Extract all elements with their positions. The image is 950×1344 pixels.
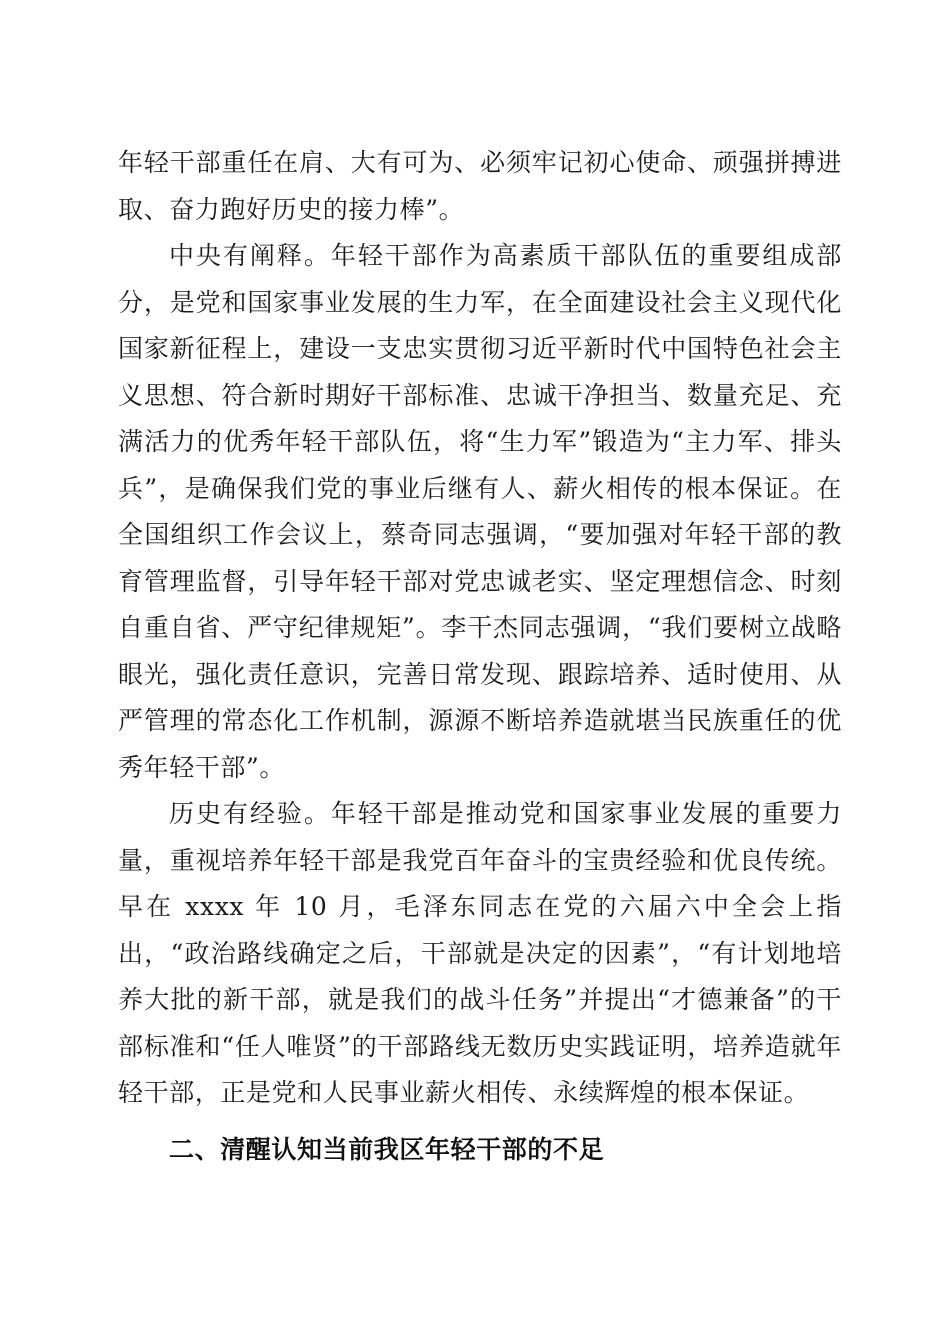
section-heading: 二、清醒认知当前我区年轻干部的不足: [169, 1134, 605, 1164]
paragraph-central-explanation: 中央有阐释。年轻干部作为高素质干部队伍的重要组成部分，是党和国家事业发展的生力军，在全面建设社会主义现代化国家新征程上，建设一支忠实贯彻习近平新时代中国特色社会主义思想、符合新时期好干部标准、忠诚干净担当、数量充足、充满活力的优秀年轻干部队伍，将“生力军”锻造为“主力军、排头兵”，是确保我们党的事业后继有人、薪火相传的根本保证。在全国组织工作会议上，蔡奇同志强调，“要加强对年轻干部的教育管理监督，引导年轻干部对党忠诚老实、坚定理想信念、时刻自重自省、严守纪律规矩”。李干杰同志强调，“我们要树立战略眼光，强化责任意识，完善日常发现、跟踪培养、适时使用、从严管理的常态化工作机制，源源不断培养造就堪当民族重任的优秀年轻干部”。: [118, 241, 842, 782]
paragraph-historical-experience: 历史有经验。年轻干部是推动党和国家事业发展的重要力量，重视培养年轻干部是我党百年奋斗的宝贵经验和优良传统。早在 xxxx 年 10 月，毛泽东同志在党的六届六中全会上指出，“政治路线确定之后，干部就是决定的因素”，“有计划地培养大批的新干部，就是我们的战斗任务”并提出“才德兼备”的干部标准和“任人唯贤”的干部路线无数历史实践证明，培养造就年轻干部，正是党和人民事业薪火相传、永续辉煌的根本保证。: [118, 799, 842, 1107]
document-body: [118, 140, 842, 1173]
paragraph-continuation: 年轻干部重任在肩、大有可为、必须牢记初心使命、顽强拼搏进取、奋力跑好历史的接力棒”。: [118, 148, 842, 224]
